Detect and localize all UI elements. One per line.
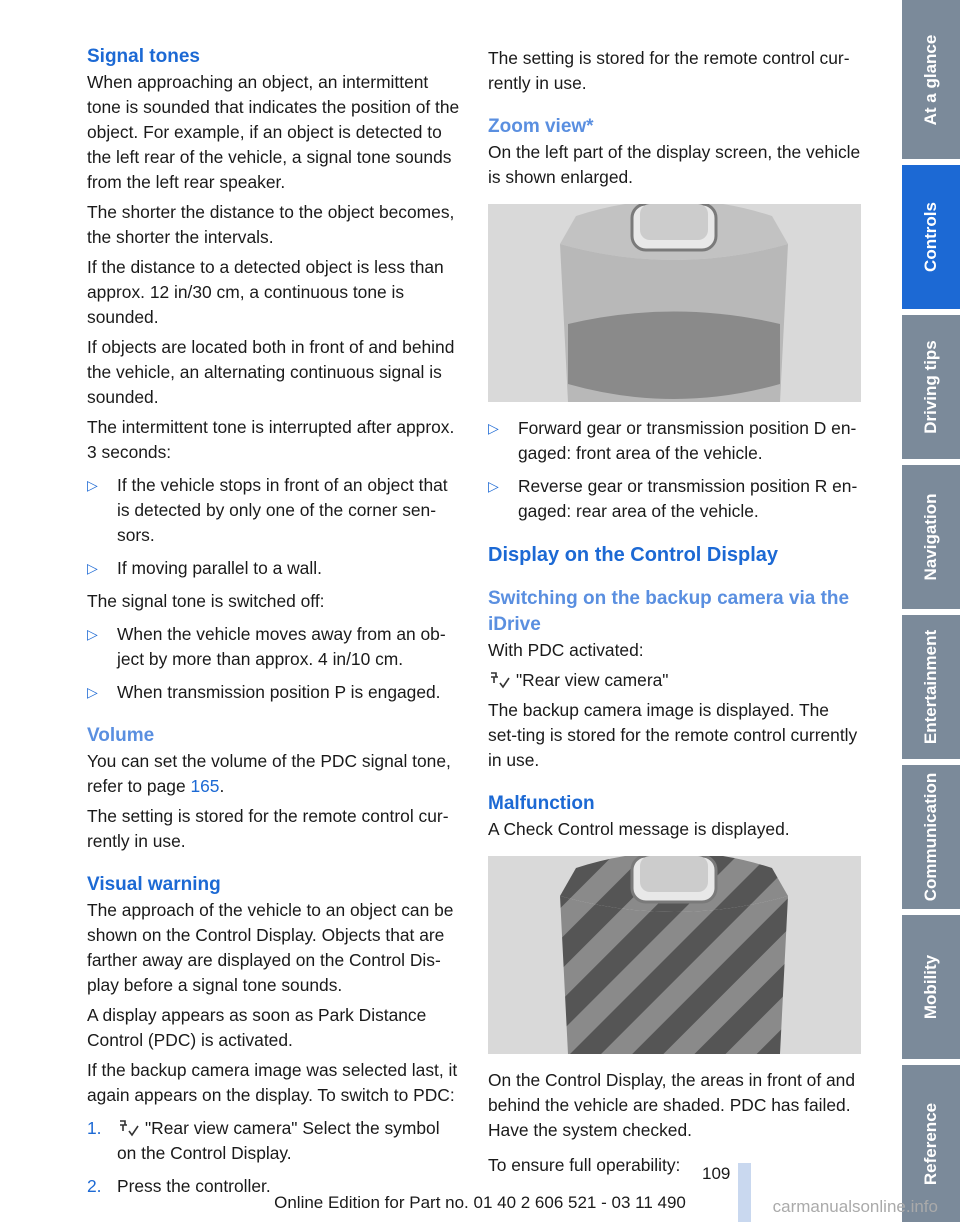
- heading-switching-camera: Switching on the backup camera via the iDrive: [488, 588, 850, 635]
- tab-label: Communication: [921, 772, 940, 902]
- pdc-malfunction-figure: [488, 856, 861, 1054]
- tab-label: Driving tips: [921, 340, 940, 434]
- paragraph: When approaching an object, an intermittent tone is sounded that indicates the position of the object. For example, if an object is detected to the left rear of the vehicle, a signal tone sounds from the left rear speaker.: [87, 72, 460, 192]
- paragraph: On the Control Display, the areas in front of and behind the vehicle are shaded. PDC has failed. Have the system checked.: [488, 1070, 856, 1140]
- paragraph: If the distance to a detected object is less than approx. 12 in/30 cm, a continuous tone is sounded.: [87, 257, 444, 327]
- pdc-display-illustration: [488, 204, 861, 402]
- heading-volume: Volume: [87, 725, 155, 746]
- paragraph: The setting is stored for the remote control cur‐rently in use.: [488, 48, 850, 93]
- step-text: "Rear view camera" Select the symbol on the Control Display.: [117, 1118, 440, 1163]
- step-text: Press the controller.: [117, 1176, 271, 1196]
- footer-edition: Online Edition for Part no. 01 40 2 606 521 - 03 11 490: [274, 1193, 686, 1212]
- paragraph: If the backup camera image was selected last, it again appears on the display. To switch to PDC:: [87, 1060, 458, 1105]
- pdc-zoom-view-figure: [488, 204, 861, 402]
- paragraph: A display appears as soon as Park Distance Control (PDC) is activated.: [87, 1005, 427, 1050]
- tab-label: Entertainment: [921, 629, 940, 745]
- paragraph: The signal tone is switched off:: [87, 591, 325, 611]
- paragraph: The backup camera image is displayed. The set‐ting is stored for the remote control currently in use.: [488, 700, 858, 770]
- rear-view-camera-icon: [488, 671, 510, 689]
- tab-navigation[interactable]: [902, 465, 960, 609]
- tab-mobility[interactable]: [902, 915, 960, 1059]
- menu-line: [488, 668, 862, 693]
- step-list: [87, 1116, 461, 1199]
- text: .: [219, 776, 225, 796]
- heading-visual-warning: Visual warning: [87, 874, 221, 895]
- tab-label: Reference: [921, 1102, 940, 1185]
- paragraph: To ensure full operability:: [488, 1155, 681, 1175]
- tab-driving-tips[interactable]: [902, 315, 960, 459]
- paragraph: The setting is stored for the remote control cur‐rently in use.: [87, 806, 449, 851]
- paragraph: On the left part of the display screen, the vehicle is shown enlarged.: [488, 142, 861, 187]
- rear-view-camera-icon: [117, 1119, 139, 1137]
- tab-controls[interactable]: [902, 165, 960, 309]
- tab-entertainment[interactable]: [902, 615, 960, 759]
- list-item: ▷ If the vehicle stops in front of an object that is detected by only one of the corner sen‐sors.: [87, 473, 461, 548]
- bullet-list: [87, 622, 461, 705]
- paragraph: With PDC activated:: [488, 640, 644, 660]
- list-item: ▷ When transmission position P is engaged.: [87, 680, 461, 705]
- bullet-list: [87, 473, 461, 581]
- paragraph: The approach of the vehicle to an object can be shown on the Control Display. Objects that are farther away are displayed on the Control Dis‐play before a signal tone sounds.: [87, 900, 454, 995]
- list-item: ▷ Forward gear or transmission position D en‐gaged: front area of the vehicle.: [488, 416, 862, 466]
- paragraph: The shorter the distance to the object becomes, the shorter the intervals.: [87, 202, 455, 247]
- tab-label: Mobility: [921, 954, 940, 1020]
- heading-zoom-view: Zoom view*: [488, 116, 594, 137]
- paragraph: [87, 749, 461, 799]
- list-item: ▷ If moving parallel to a wall.: [87, 556, 461, 581]
- heading-display-control: Display on the Control Display: [488, 544, 779, 566]
- tab-label: Controls: [921, 202, 940, 272]
- tab-label: Navigation: [921, 493, 940, 581]
- watermark: carmanualsonline.info: [772, 1197, 938, 1216]
- tab-at-a-glance[interactable]: [902, 0, 960, 159]
- page-number: 109: [702, 1164, 731, 1183]
- list-item: ▷ Reverse gear or transmission position R en‐gaged: rear area of the vehicle.: [488, 474, 862, 524]
- left-column: [87, 44, 461, 1207]
- page-link[interactable]: 165: [190, 776, 220, 796]
- step-number: 1.: [87, 1118, 102, 1138]
- text: You can set the volume of the PDC signal tone, refer to page: [87, 751, 451, 796]
- tab-communication[interactable]: [902, 765, 960, 909]
- heading-signal-tones: Signal tones: [87, 46, 200, 67]
- list-item: ▷ When the vehicle moves away from an ob‐ject by more than approx. 4 in/10 cm.: [87, 622, 461, 672]
- pdc-malfunction-illustration: [488, 856, 861, 1054]
- paragraph: If objects are located both in front of and behind the vehicle, an alternating continuous signal is sounded.: [87, 337, 455, 407]
- menu-item-rear-view-camera: "Rear view camera": [516, 670, 669, 690]
- step-number: 2.: [87, 1176, 102, 1196]
- chapter-tabs: [902, 0, 960, 1222]
- bullet-list: [488, 416, 862, 524]
- tab-label: At a glance: [921, 34, 940, 125]
- heading-malfunction: Malfunction: [488, 793, 595, 814]
- paragraph: A Check Control message is displayed.: [488, 819, 790, 839]
- right-column: [488, 46, 862, 1183]
- step-item: [87, 1116, 461, 1166]
- paragraph: The intermittent tone is interrupted after approx. 3 seconds:: [87, 417, 455, 462]
